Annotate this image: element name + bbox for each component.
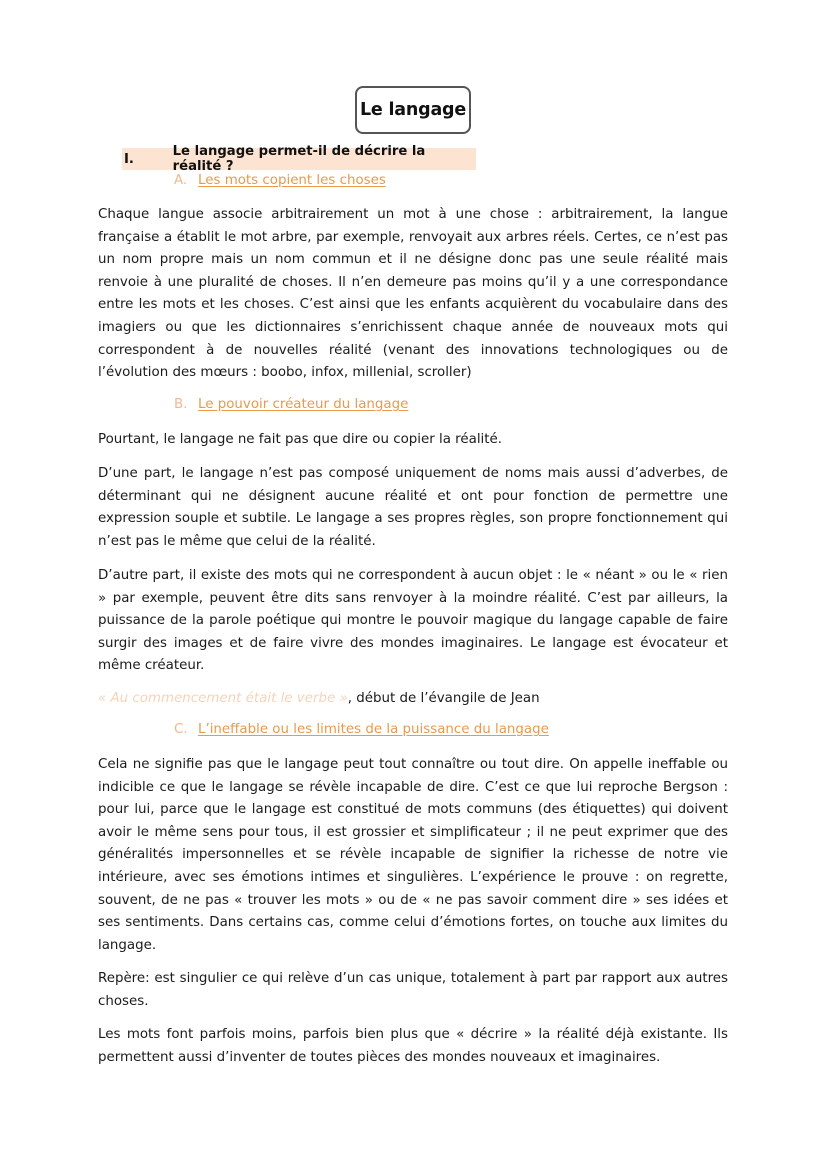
quote-text: « Au commencement était le verbe » — [98, 691, 348, 706]
paragraph-b-3: D’autre part, il existe des mots qui ne correspondent à aucun objet : le « néant » ou le « rien » par exemple, peuvent être dits sans renvoyer à la moindre réalité. C’est par ailleurs, la puissance de la parole poétique qui montre le pouvoir magique du langage capable de faire surgir des images et de faire vivre des mondes imaginaires. Le langage est évocateur et même créateur. — [98, 568, 728, 674]
subsection-heading-b — [174, 397, 408, 412]
subsection-letter: A. — [174, 173, 188, 188]
paragraph-c-1: Cela ne signifie pas que le langage peut tout connaître ou tout dire. On appelle ineffable ou indicible ce que le langage se révèle incapable de dire. C’est ce que lui reproche Bergson : pour lui, parce que le langage est constitué de mots communs (des étiquettes) qui doivent avoir le même sens pour tous, il est grossier et simplificateur ; il ne peut exprimer que des généralités impersonnelles et se révèle incapable de signifier la richesse de notre vie intérieure, avec ses émotions intimes et singulières. L’expérience le prouve : on regrette, souvent, de ne pas « trouver les mots » ou de « ne pas savoir comment dire » ses idées et ses sentiments. Dans certains cas, comme celui d’émotions fortes, on touche aux limites du langage. — [98, 757, 728, 953]
paragraph-b-2: D’une part, le langage n’est pas composé uniquement de noms mais aussi d’adverbes, de déterminant qui ne désignent aucune réalité et ont pour fonction de permettre une expression souple et subtile. Le langage a ses propres règles, son propre fonctionnement qui n’est pas le même que celui de la réalité. — [98, 466, 728, 549]
paragraph-c-3: Les mots font parfois moins, parfois bien plus que « décrire » la réalité déjà existante. Ils permettent aussi d’inventer de toutes pièces des mondes nouveaux et imaginaires. — [98, 1027, 728, 1065]
paragraph-c-2: Repère: est singulier ce qui relève d’un cas unique, totalement à part par rapport aux autres choses. — [98, 971, 728, 1009]
section-heading-1 — [122, 144, 476, 174]
section-number: I. — [124, 151, 134, 167]
subsection-heading-a — [174, 173, 386, 188]
subsection-letter: C. — [174, 722, 188, 737]
paragraph-b-1: Pourtant, le langage ne fait pas que dire ou copier la réalité. — [98, 432, 503, 447]
subsection-label: L’ineffable ou les limites de la puissance du langage — [198, 722, 549, 737]
document-title: Le langage — [355, 86, 471, 134]
quote-line — [98, 688, 540, 710]
subsection-label: Le pouvoir créateur du langage — [198, 397, 409, 412]
subsection-label: Les mots copient les choses — [198, 173, 386, 188]
section-heading-text: Le langage permet-il de décrire la réalité ? — [172, 144, 426, 174]
paragraph-a-1: Chaque langue associe arbitrairement un mot à une chose : arbitrairement, la langue française a établit le mot arbre, par exemple, renvoyait aux arbres réels. Certes, ce n’est pas un nom propre mais un nom commun et il ne désigne donc pas une seule réalité mais renvoie à une pluralité de choses. Il n’en demeure pas moins qu’il y a une correspondance entre les mots et les choses. C’est ainsi que les enfants acquièrent du vocabulaire dans des imagiers ou que les dictionnaires s’enrichissent chaque année de nouveaux mots qui correspondent à de nouvelles réalité (venant des innovations technologiques ou de l’évolution des mœurs : boobo, infox, millenial, scroller) — [98, 207, 728, 381]
subsection-letter: B. — [174, 397, 188, 412]
subsection-heading-c — [174, 722, 549, 737]
quote-source: , début de l’évangile de Jean — [347, 691, 540, 706]
